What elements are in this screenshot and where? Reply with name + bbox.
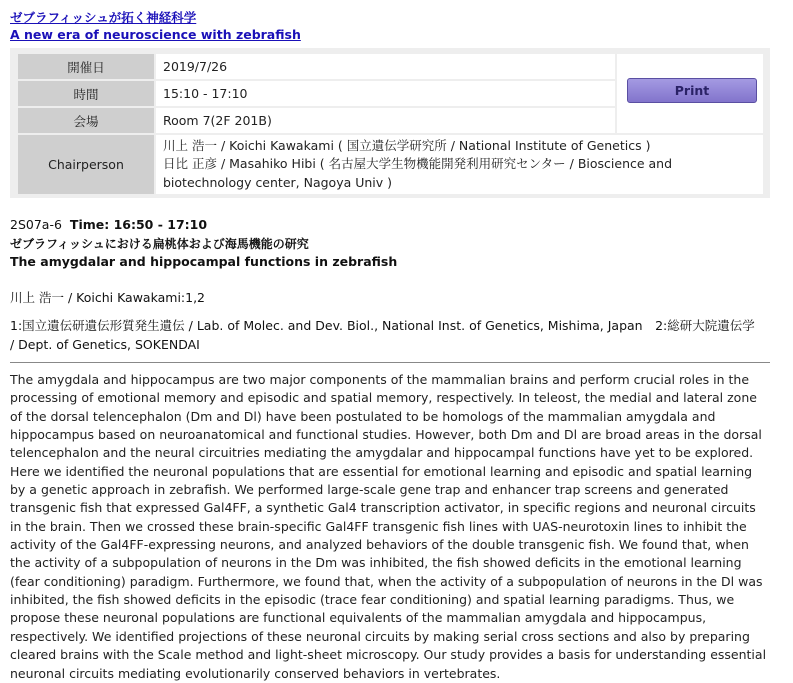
session-title-ja-link[interactable]: ゼブラフィッシュが拓く神経科学 xyxy=(10,10,197,25)
presentation-affiliations: 1:国立遺伝研遺伝形質発生遺伝 / Lab. of Molec. and Dev. Biol., National Inst. of Genetics, Mishima, Japan 2:総研大院遺伝学 / Dept. of Genetics, SOKENDAI xyxy=(10,318,755,352)
date-value: 2019/7/26 xyxy=(156,54,615,79)
session-title-en-link[interactable]: A new era of neuroscience with zebrafish xyxy=(10,27,301,42)
time-label: 時間 xyxy=(18,81,154,106)
presentation-time: Time: 16:50 - 17:10 xyxy=(69,217,208,232)
print-cell xyxy=(617,54,763,133)
venue-value: Room 7(2F 201B) xyxy=(156,108,615,133)
session-info-panel xyxy=(10,48,770,198)
time-value: 15:10 - 17:10 xyxy=(156,81,615,106)
presentation-header xyxy=(10,216,207,234)
date-label: 開催日 xyxy=(18,54,154,79)
presentation-id: 2S07a-6 xyxy=(10,217,62,232)
venue-label: 会場 xyxy=(18,108,154,133)
section-divider xyxy=(10,362,770,363)
presentation-title-ja: ゼブラフィッシュにおける扁桃体および海馬機能の研究 xyxy=(10,237,309,251)
session-title xyxy=(10,9,780,43)
presentation-title-en: The amygdalar and hippocampal functions in zebrafish xyxy=(10,254,398,269)
presentation-authors: 川上 浩一 / Koichi Kawakami:1,2 xyxy=(10,290,206,305)
abstract-text: The amygdala and hippocampus are two major components of the mammalian brains and perform crucial roles in the processing of emotional memory and episodic and spatial memory, respectively. In teleost, the medial and lateral zone of the dorsal telencephalon (Dm and Dl) have been postulated to be homologs of the mammalian amygdala and hippocampus based on neuroanatomical and functional studies. However, both Dm and Dl are broad areas in the dorsal telencephalon and the neural circuitries mediating the amygdalar and hippocampal functions have yet to be explored. Here we identified the neuronal populations that are essential for emotional learning and episodic and spatial learning by a genetic approach in zebrafish. We performed large-scale gene trap and enhancer trap screens and generated transgenic fish that expressed Gal4FF, a synthetic Gal4 transcription activator, in specific regions and neuronal circuits in the brain. Then we crossed these brain-specific Gal4FF transgenic fish lines with UAS-neurotoxin lines to inhibit the activity of the Gal4FF-expressing neurons, and analyzed behaviors of the double transgenic fish. We found that, when the activity of a subpopulation of neurons in the Dm was inhibited, the fish showed deficits in the emotional learning (fear conditioning) paradigm. Furthermore, we found that, when the activity of a subpopulation of neurons in the Dl was inhibited, the fish showed deficits in the episodic (trace fear conditioning) and spatial learning paradigms. Thus, we propose these neuronal populations are functional equivalents of the mammalian amygdala and hippocampus, respectively. We identified projections of these neuronal circuits by making serial cross sections and also by preparing cleared brains with the Scale method and light-sheet microscopy. Our study provides a basis for understanding essential neuronal circuits mediating evolutionarily conserved behaviors in vertebrates. xyxy=(10,372,767,681)
chairperson-value xyxy=(156,135,763,194)
session-info-table xyxy=(16,52,765,196)
print-button[interactable]: Print xyxy=(627,78,757,103)
chairperson-label: Chairperson xyxy=(18,135,154,194)
chairperson-2: 日比 正彦 / Masahiko Hibi ( 名古屋大学生物機能開発利用研究センター / Bioscience and biotechnology center, Nagoya Univ ) xyxy=(163,156,673,190)
chairperson-1: 川上 浩一 / Koichi Kawakami ( 国立遺伝学研究所 / National Institute of Genetics ) xyxy=(163,137,651,153)
